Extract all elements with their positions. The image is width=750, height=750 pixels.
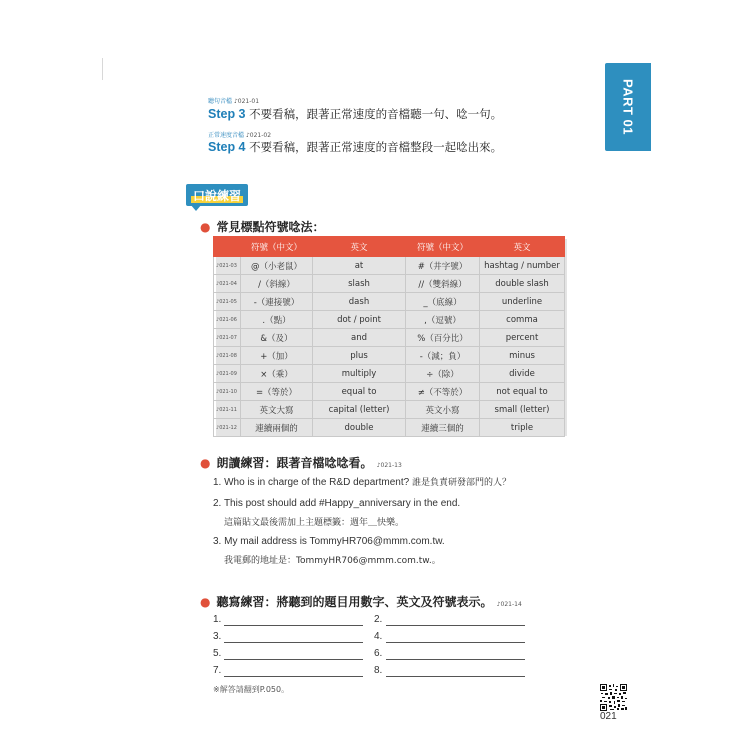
- part-tab: [605, 63, 651, 151]
- symbol-chinese-cell: &（及）: [241, 329, 313, 347]
- section-badge-label: 口說練習: [192, 189, 241, 203]
- symbol-english-cell: dash: [313, 293, 406, 311]
- symbol-chinese-cell: @（小老鼠）: [241, 257, 313, 275]
- symbol-chinese-cell: .（點）: [241, 311, 313, 329]
- step4-audio-tag: [208, 130, 271, 139]
- reading-audio-code: ♪021-13: [376, 462, 402, 469]
- symbol-english-cell: and: [313, 329, 406, 347]
- bullet-dot-icon: ●: [200, 456, 211, 470]
- symbol-english-cell: divide: [480, 365, 565, 383]
- reading-item-3-en: 3. My mail address is TommyHR706@mmm.com.tw.: [213, 536, 445, 547]
- symbol-english-cell: double: [313, 419, 406, 437]
- qr-code-icon: [600, 684, 627, 711]
- symbol-chinese-cell: =（等於）: [241, 383, 313, 401]
- table-header-row: [214, 237, 565, 257]
- symbol-chinese-cell: -（減；負）: [406, 347, 480, 365]
- symbol-english-cell: hashtag / number: [480, 257, 565, 275]
- table-row: [214, 419, 565, 437]
- symbol-english-cell: plus: [313, 347, 406, 365]
- audio-code-cell: ♪021-12: [214, 419, 241, 437]
- answer-blank[interactable]: [224, 625, 363, 626]
- symbol-chinese-cell: 英文小寫: [406, 401, 480, 419]
- symbol-chinese-cell: ÷（除）: [406, 365, 480, 383]
- answer-blank[interactable]: [224, 676, 363, 677]
- dictation-heading-text: 聽寫練習：將聽到的題目用數字、英文及符號表示。: [216, 595, 493, 609]
- audio-code-cell: ♪021-06: [214, 311, 241, 329]
- blank-number: 4.: [374, 631, 383, 642]
- table-row: [214, 401, 565, 419]
- symbol-english-cell: not equal to: [480, 383, 565, 401]
- bullet-dot-icon: ●: [200, 220, 211, 234]
- gutter-line: [102, 58, 103, 80]
- reading-item-2-en: 2. This post should add #Happy_anniversary in the end.: [213, 498, 461, 509]
- audio-code-cell: ♪021-11: [214, 401, 241, 419]
- symbol-english-cell: triple: [480, 419, 565, 437]
- symbol-chinese-cell: 連續兩個的: [241, 419, 313, 437]
- badge-pointer: [190, 204, 202, 211]
- symbol-chinese-cell: ×（乘）: [241, 365, 313, 383]
- symbol-chinese-cell: +（加）: [241, 347, 313, 365]
- table-row: [214, 347, 565, 365]
- step3-line: [208, 106, 502, 122]
- symbol-english-cell: double slash: [480, 275, 565, 293]
- table-header-blank: [214, 237, 241, 257]
- step4-text: 不要看稿，跟著正常速度的音檔整段一起唸出來。: [249, 140, 503, 154]
- table-row: [214, 275, 565, 293]
- symbol-english-cell: percent: [480, 329, 565, 347]
- symbol-chinese-cell: 連續三個的: [406, 419, 480, 437]
- reading-heading-text: 朗讀練習：跟著音檔唸唸看。: [216, 456, 373, 470]
- blank-number: 5.: [213, 648, 222, 659]
- bullet-dot-icon: ●: [200, 595, 211, 609]
- symbol-english-cell: minus: [480, 347, 565, 365]
- symbol-english-cell: at: [313, 257, 406, 275]
- blank-number: 1.: [213, 614, 222, 625]
- step3-label: Step 3: [208, 107, 246, 121]
- reading-item-3-zh: 我電郵的地址是：TommyHR706@mmm.com.tw.。: [224, 556, 441, 566]
- symbol-english-cell: slash: [313, 275, 406, 293]
- symbol-chinese-cell: /（斜線）: [241, 275, 313, 293]
- table-header-english-1: 英文: [313, 237, 406, 257]
- step3-audio-tag: [208, 96, 259, 105]
- symbol-chinese-cell: ≠（不等於）: [406, 383, 480, 401]
- symbols-heading: [200, 218, 325, 235]
- step4-audio-code: ♪021-02: [245, 132, 272, 139]
- step3-audio-code: ♪021-01: [233, 98, 260, 105]
- audio-code-cell: ♪021-03: [214, 257, 241, 275]
- table-row: [214, 311, 565, 329]
- reading-item-1-zh: 誰是負責研發部門的人？: [412, 478, 512, 488]
- symbol-english-cell: dot / point: [313, 311, 406, 329]
- table-row: [214, 365, 565, 383]
- symbol-chinese-cell: -（連接號）: [241, 293, 313, 311]
- reading-heading: [200, 454, 402, 471]
- table-row: [214, 383, 565, 401]
- answer-footnote: ※解答請翻到P.050。: [213, 685, 290, 694]
- symbol-chinese-cell: #（井字號）: [406, 257, 480, 275]
- step4-label: Step 4: [208, 140, 246, 154]
- page-number: 021: [600, 711, 617, 722]
- section-badge: [186, 184, 248, 210]
- blank-number: 3.: [213, 631, 222, 642]
- part-tab-label: PART 01: [620, 79, 636, 135]
- symbol-english-cell: comma: [480, 311, 565, 329]
- symbol-chinese-cell: %（百分比）: [406, 329, 480, 347]
- audio-code-cell: ♪021-08: [214, 347, 241, 365]
- symbol-english-cell: capital (letter): [313, 401, 406, 419]
- answer-blank[interactable]: [224, 659, 363, 660]
- symbol-english-cell: multiply: [313, 365, 406, 383]
- audio-code-cell: ♪021-04: [214, 275, 241, 293]
- step3-tag-label: 聽句音檔: [208, 98, 233, 105]
- blank-number: 2.: [374, 614, 383, 625]
- blank-number: 8.: [374, 665, 383, 676]
- blank-number: 7.: [213, 665, 222, 676]
- reading-item-1: [213, 475, 511, 488]
- answer-blank[interactable]: [224, 642, 363, 643]
- symbol-chinese-cell: //（雙斜線）: [406, 275, 480, 293]
- step4-line: [208, 139, 502, 155]
- step3-text: 不要看稿，跟著正常速度的音檔聽一句、唸一句。: [249, 107, 503, 121]
- table-header-symbol-2: 符號（中文）: [406, 237, 480, 257]
- audio-code-cell: ♪021-05: [214, 293, 241, 311]
- answer-blank[interactable]: [386, 659, 525, 660]
- symbol-chinese-cell: 英文大寫: [241, 401, 313, 419]
- symbol-english-cell: small (letter): [480, 401, 565, 419]
- symbol-english-cell: underline: [480, 293, 565, 311]
- symbol-chinese-cell: ,（逗號）: [406, 311, 480, 329]
- symbol-chinese-cell: _（底線）: [406, 293, 480, 311]
- table-row: [214, 293, 565, 311]
- blank-number: 6.: [374, 648, 383, 659]
- table-header-english-2: 英文: [480, 237, 565, 257]
- dictation-heading: [200, 593, 522, 610]
- answer-blank[interactable]: [386, 642, 525, 643]
- dictation-audio-code: ♪021-14: [496, 601, 522, 608]
- answer-blank[interactable]: [386, 625, 525, 626]
- reading-item-2-zh: 這篇貼文最後需加上主題標籤：週年＿快樂。: [224, 518, 405, 528]
- symbols-heading-text: 常見標點符號唸法：: [216, 220, 325, 234]
- reading-item-1-en: 1. Who is in charge of the R&D department?: [213, 477, 410, 488]
- audio-code-cell: ♪021-07: [214, 329, 241, 347]
- table-row: [214, 329, 565, 347]
- audio-code-cell: ♪021-09: [214, 365, 241, 383]
- symbol-english-cell: equal to: [313, 383, 406, 401]
- table-header-symbol-1: 符號（中文）: [241, 237, 313, 257]
- step4-tag-label: 正常速度音檔: [208, 132, 245, 139]
- audio-code-cell: ♪021-10: [214, 383, 241, 401]
- table-row: [214, 257, 565, 275]
- answer-blank[interactable]: [386, 676, 525, 677]
- punctuation-table: [213, 236, 565, 437]
